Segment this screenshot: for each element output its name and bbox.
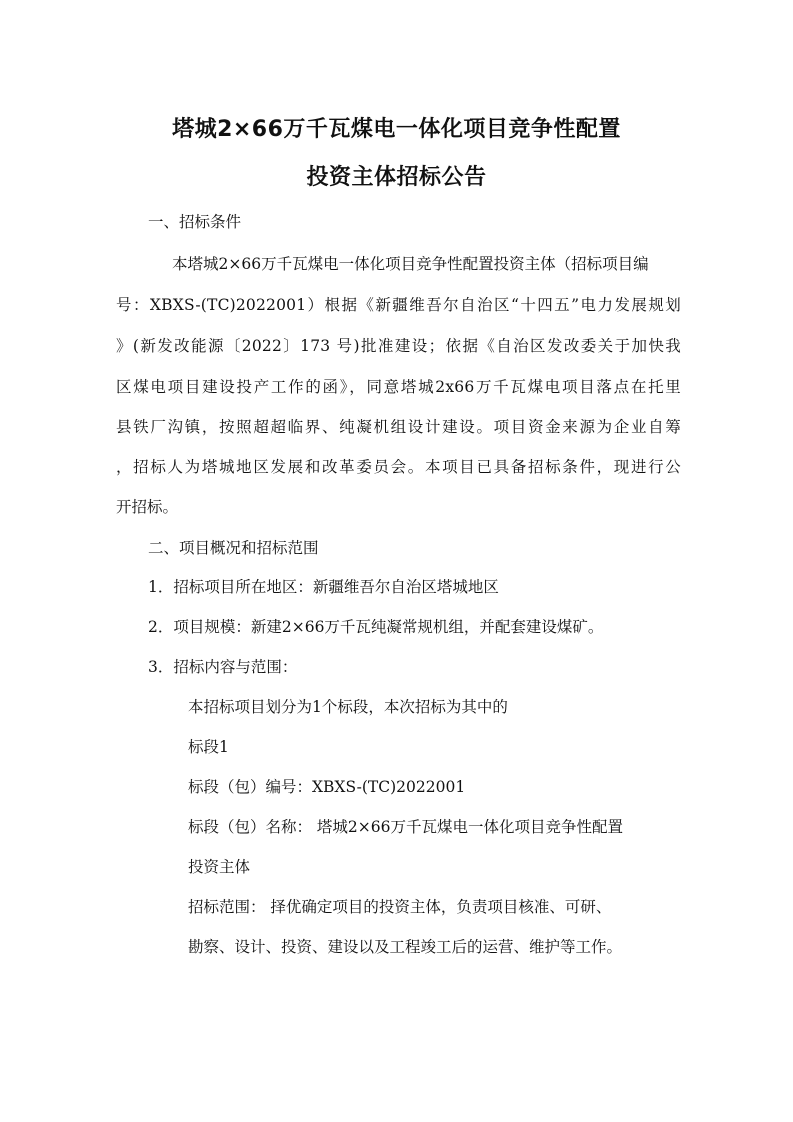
paragraph-line: 本塔城2×66万千瓦煤电一体化项目竞争性配置投资主体（招标项目编 (172, 255, 649, 273)
paragraph-line: 区煤电项目建设投产工作的函》，同意塔城2x66万千瓦煤电项目落点在托里 (116, 378, 681, 396)
scope-line: 标段1 (188, 738, 229, 756)
paragraph-line: 县铁厂沟镇，按照超超临界、纯凝机组设计建设。项目资金来源为企业自筹 (116, 418, 681, 436)
document-title-line-1: 塔城2×66万千瓦煤电一体化项目竞争性配置 (172, 117, 621, 142)
scope-line: 本招标项目划分为1个标段，本次招标为其中的 (188, 698, 508, 716)
paragraph-line: 开招标。 (116, 498, 179, 516)
scope-line: 勘察、设计、投资、建设以及工程竣工后的运营、维护等工作。 (188, 938, 623, 956)
section-heading-project-overview: 二、项目概况和招标范围 (148, 539, 319, 557)
section-heading-bidding-conditions: 一、招标条件 (148, 213, 242, 231)
scope-line: 标段（包）编号：XBXS-(TC)2022001 (188, 778, 466, 796)
paragraph-line: 号：XBXS-(TC)2022001）根据《新疆维吾尔自治区“十四五”电力发展规划 (116, 296, 681, 314)
scope-line: 标段（包）名称： 塔城2×66万千瓦煤电一体化项目竞争性配置 (188, 818, 624, 836)
paragraph-line: ，招标人为塔城地区发展和改革委员会。本项目已具备招标条件，现进行公 (116, 458, 681, 476)
list-item-scale: 2．项目规模：新建2×66万千瓦纯凝常规机组，并配套建设煤矿。 (148, 618, 604, 636)
scope-line: 投资主体 (188, 858, 251, 876)
list-item-scope: 3．招标内容与范围： (148, 658, 298, 676)
document-title-line-2: 投资主体招标公告 (306, 165, 487, 190)
paragraph-line: 》(新发改能源〔2022〕173 号)批准建设；依据《自治区发改委关于加快我 (116, 337, 681, 355)
list-item-location: 1．招标项目所在地区：新疆维吾尔自治区塔城地区 (148, 578, 499, 596)
scope-line: 招标范围： 择优确定项目的投资主体，负责项目核准、可研、 (188, 898, 612, 916)
